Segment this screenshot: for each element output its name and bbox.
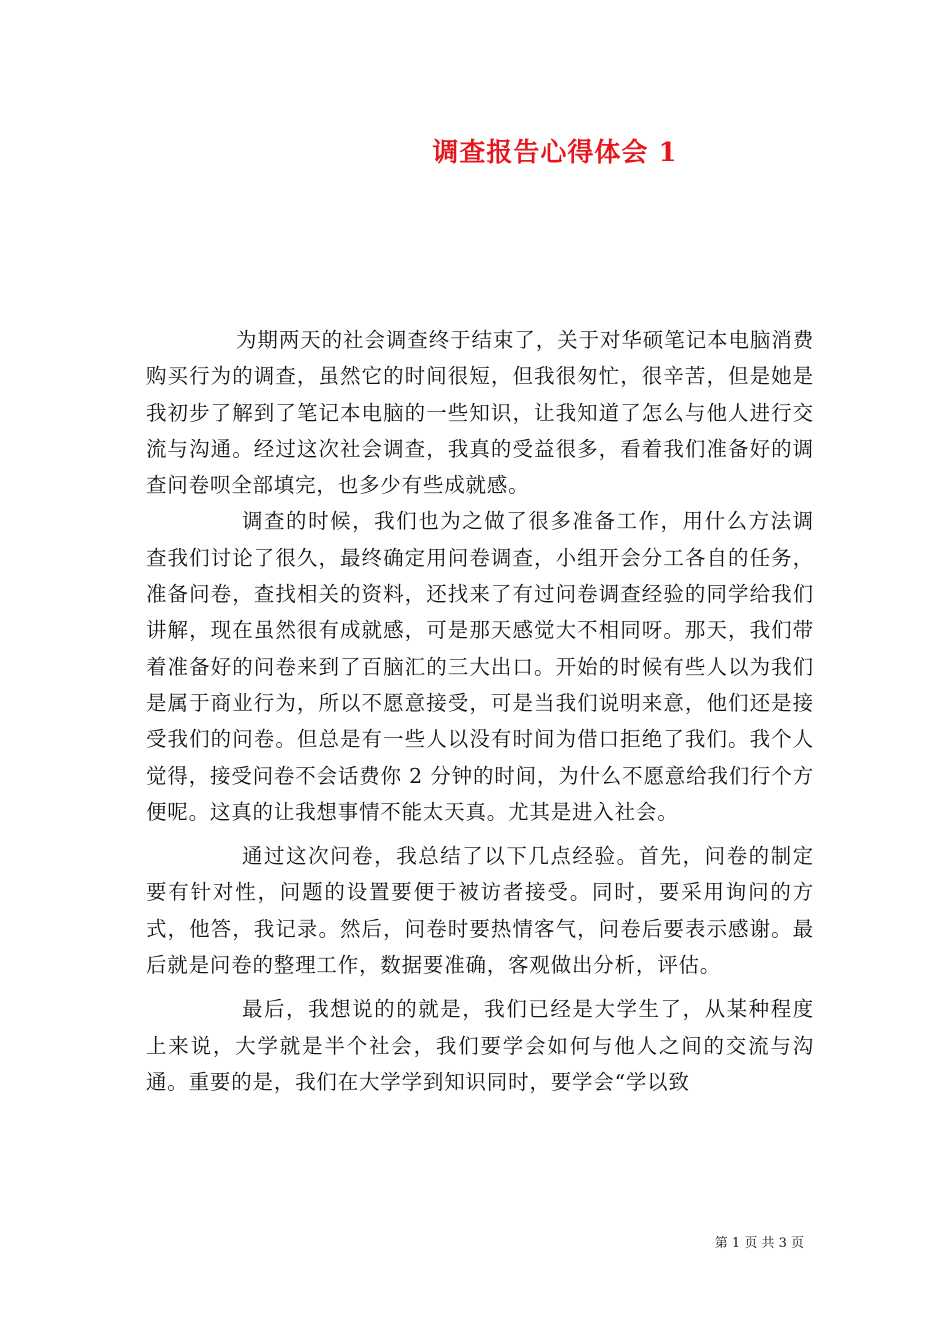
document-title: 调查报告心得体会 1 xyxy=(432,138,678,168)
document-body xyxy=(146,322,814,1100)
paragraph-1: 为期两天的社会调查终于结束了，关于对华硕笔记本电脑消费购买行为的调查，虽然它的时间很短，但我很匆忙，很辛苦，但是她是我初步了解到了笔记本电脑的一些知识，让我知道了怎么与他人进行交流与沟通。经过这次社会调查，我真的受益很多，看着我们准备好的调查问卷呗全部填完，也多少有些成就感。 xyxy=(146,328,814,498)
paragraph-2: 调查的时候，我们也为之做了很多准备工作，用什么方法调查我们讨论了很久，最终确定用问卷调查，小组开会分工各自的任务，准备问卷，查找相关的资料，还找来了有过问卷调查经验的同学给我们讲解，现在虽然很有成就感，可是那天感觉大不相同呀。那天，我们带着准备好的问卷来到了百脑汇的三大出口。开始的时候有些人以为我们是属于商业行为，所以不愿意接受，可是当我们说明来意，他们还是接受我们的问卷。但总是有一些人以没有时间为借口拒绝了我们。我个人觉得，接受问卷不会话费你 2 分钟的时间，为什么不愿意给我们行个方便呢。这真的让我想事情不能太天真。尤其是进入社会。 xyxy=(146,509,814,824)
paragraph-3: 通过这次问卷，我总结了以下几点经验。首先，问卷的制定要有针对性，问题的设置要便于被访者接受。同时，要采用询问的方式，他答，我记录。然后，问卷时要热情客气，问卷后要表示感谢。最后就是问卷的整理工作，数据要准确，客观做出分析，评估。 xyxy=(146,844,814,978)
page-number-footer: 第 1 页 共 3 页 xyxy=(714,1236,804,1251)
paragraph-4: 最后，我想说的的就是，我们已经是大学生了，从某种程度上来说，大学就是半个社会，我们要学会如何与他人之间的交流与沟通。重要的是，我们在大学学到知识同时，要学会“学以致 xyxy=(146,997,814,1094)
